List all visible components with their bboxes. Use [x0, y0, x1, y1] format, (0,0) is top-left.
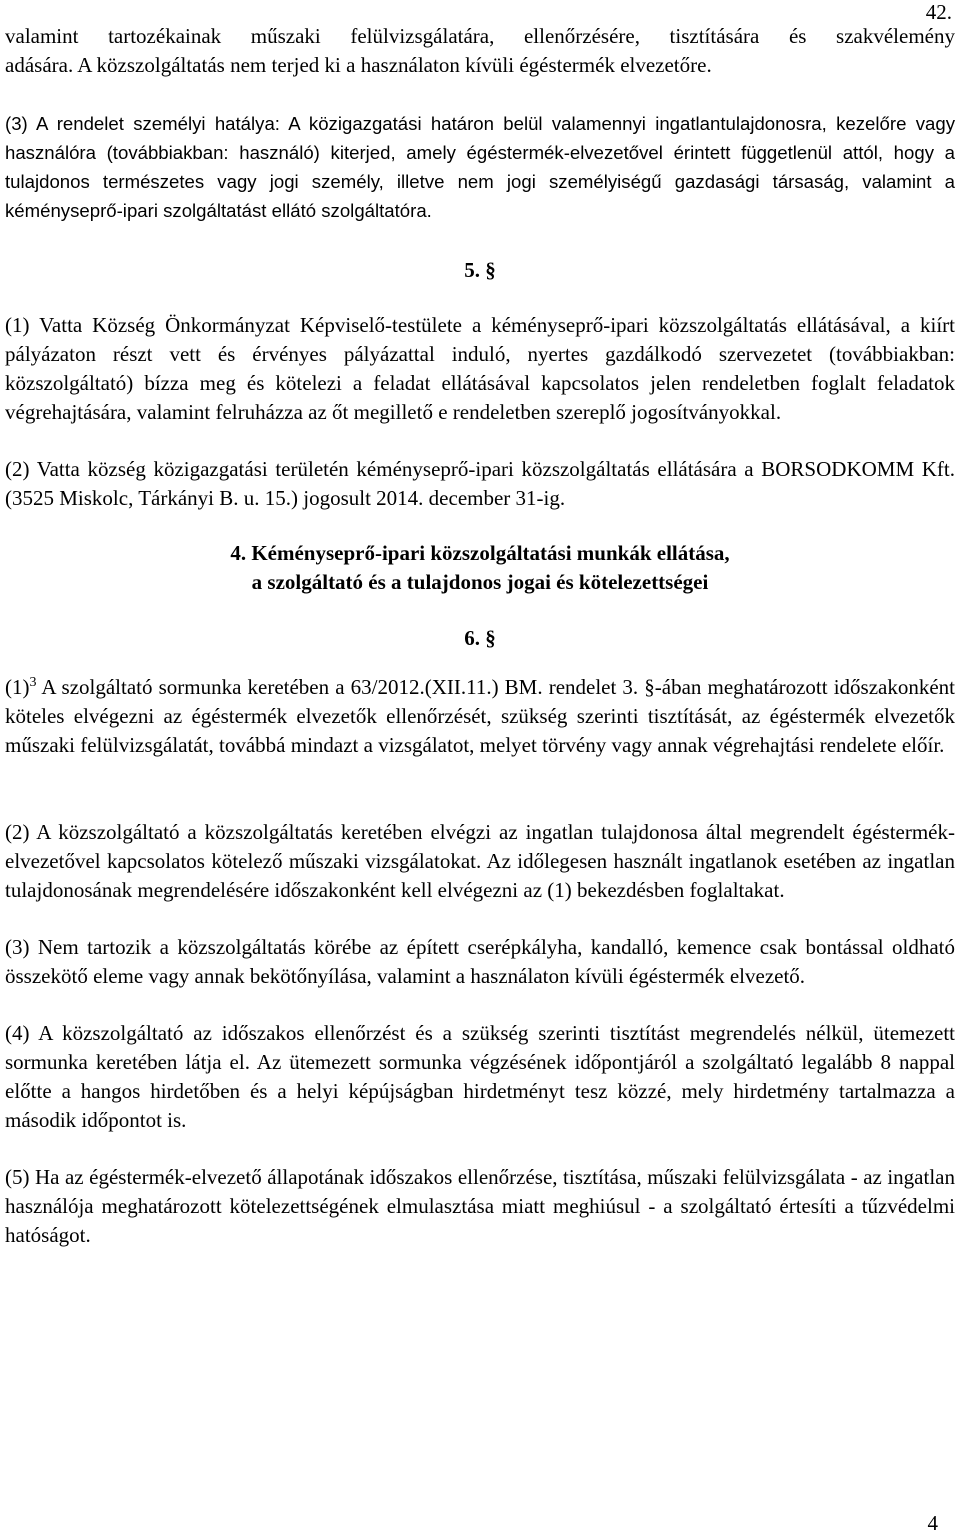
- section-6-paragraph-2: (2) A közszolgáltató a közszolgáltatás keretében elvégzi az ingatlan tulajdonosa által megrendelt égéstermék-elvezetővel kapcsolatos kötelező műszaki vizsgálatokat. Az időlegesen használt ingatlanok esetében az ingatlan tulajdonosának megrendelésére időszakonként kell elvégezni az (1) bekezdésben foglaltakat.: [5, 820, 955, 902]
- section-6-paragraph-1: [5, 673, 955, 760]
- paragraph-text: A szolgáltató sormunka keretében a 63/2012.(XII.11.) BM. rendelet 3. §-ában meghatározott időszakonként köteles elvégezni az égéstermék elvezetők ellenőrzését, szükség szerinti tisztítását, az égéstermék elvezetők műszaki felülvizsgálatát, továbbá mindazt a vizsgálatot, melyet törvény vagy annak végrehajtási rendelete előír.: [5, 675, 955, 757]
- paragraph-number: (1): [5, 675, 30, 699]
- paragraph-3: (3) A rendelet személyi hatálya: A közigazgatási határon belül valamennyi ingatlantulajdonosra, kezelőre vagy használóra (továbbiakban: használó) kiterjed, amely égéstermék-elvezetővel érintett függetlenül attól, hogy a tulajdonos természetes vagy jogi személy, illetve nem jogi személyiségű gazdasági társaság, valamint a kéményseprő-ipari szolgáltatást ellátó szolgáltatóra.: [5, 113, 955, 221]
- page-number-bottom: 4: [927, 1511, 938, 1535]
- footnote-reference: 3: [29, 675, 37, 690]
- section-6-paragraph-4: (4) A közszolgáltató az időszakos ellenőrzést és a szükség szerinti tisztítást megrendelés nélkül, ütemezett sormunka keretében látja el. Az ütemezett sormunka végzésének időpontjáról a szolgáltató legalább 8 nappal előtte a hangos hirdetőben és a helyi képújságban hirdetményt tesz közzé, mely hirdetmény tartalmazza a második időpontot is.: [5, 1021, 955, 1132]
- section-5-paragraph-2: (2) Vatta község közigazgatási területén kéményseprő-ipari közszolgáltatás ellátására a BORSODKOMM Kft. (3525 Miskolc, Tárkányi B. u. 15.) jogosult 2014. december 31-ig.: [5, 457, 955, 510]
- section-5-paragraph-1: (1) Vatta Község Önkormányzat Képviselő-testülete a kéményseprő-ipari közszolgáltatás ellátásával, a kiírt pályázaton részt vett és érvényes pályázattal induló, nyertes gazdálkodó szervezetet (továbbiakban: közszolgáltató) bízza meg és kötelezi a feladat ellátásával kapcsolatos jelen rendeletben foglalt feladatok végrehajtására, valamint felruházza az őt megillető e rendeletben szereplő jogosítványokkal.: [5, 313, 955, 424]
- intro-line-2: adására. A közszolgáltatás nem terjed ki a használaton kívüli égéstermék elvezetőre.: [5, 53, 712, 77]
- section-6-paragraph-3: (3) Nem tartozik a közszolgáltatás körébe az épített cserépkályha, kandalló, kemence csak bontással oldható összekötő eleme vagy annak bekötőnyílása, valamint a használaton kívüli égéstermék elvezető.: [5, 935, 955, 988]
- document-body: [5, 22, 955, 1250]
- section-6-paragraph-5: (5) Ha az égéstermék-elvezető állapotának időszakos ellenőrzése, tisztítása, műszaki felülvizsgálata - az ingatlan használója meghatározott kötelezettségének elmulasztása miatt meghiúsul - a szolgáltató értesíti a tűzvédelmi hatóságot.: [5, 1165, 955, 1247]
- chapter-4-title-line-1: 4. Kéményseprő-ipari közszolgáltatási munkák ellátása,: [230, 541, 730, 565]
- chapter-4-heading: [5, 539, 955, 597]
- section-5-heading: 5. §: [464, 258, 496, 282]
- intro-line-1: valamint tartozékainak műszaki felülvizsgálatára, ellenőrzésére, tisztítására és szakvélemény: [5, 24, 955, 48]
- section-6-heading: 6. §: [464, 626, 496, 650]
- page-number-top: 42.: [925, 0, 952, 24]
- chapter-4-title-line-2: a szolgáltató és a tulajdonos jogai és kötelezettségei: [251, 570, 709, 594]
